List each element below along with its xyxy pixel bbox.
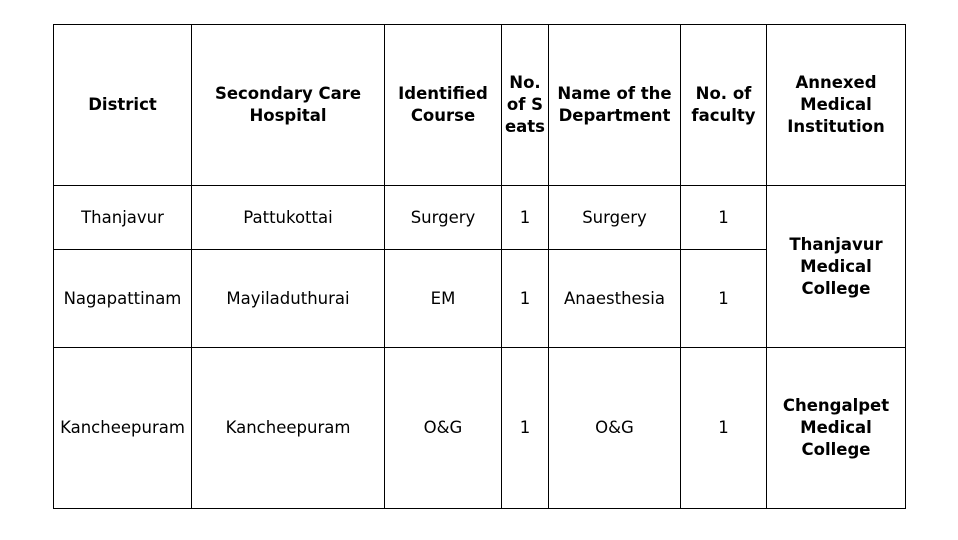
cell-course: EM bbox=[385, 250, 502, 348]
header-annexed-medical-institution: Annexed Medical Institution bbox=[767, 25, 906, 186]
header-department-name: Name of the Department bbox=[549, 25, 681, 186]
cell-hospital: Kancheepuram bbox=[192, 348, 385, 509]
cell-institution: Chengalpet Medical College bbox=[767, 348, 906, 509]
cell-seats: 1 bbox=[502, 250, 549, 348]
cell-department: Anaesthesia bbox=[549, 250, 681, 348]
cell-department: O&G bbox=[549, 348, 681, 509]
cell-district: Kancheepuram bbox=[54, 348, 192, 509]
table-row bbox=[54, 348, 906, 509]
header-no-of-seats: No. of Seats bbox=[502, 25, 549, 186]
cell-hospital: Mayiladuthurai bbox=[192, 250, 385, 348]
cell-hospital: Pattukottai bbox=[192, 186, 385, 250]
cell-course: O&G bbox=[385, 348, 502, 509]
table-header-row bbox=[54, 25, 906, 186]
cell-faculty: 1 bbox=[681, 186, 767, 250]
cell-institution: Thanjavur Medical College bbox=[767, 186, 906, 348]
table-row bbox=[54, 186, 906, 250]
header-district: District bbox=[54, 25, 192, 186]
header-identified-course: Identified Course bbox=[385, 25, 502, 186]
cell-seats: 1 bbox=[502, 348, 549, 509]
cell-course: Surgery bbox=[385, 186, 502, 250]
medical-seats-table bbox=[53, 24, 906, 509]
cell-faculty: 1 bbox=[681, 348, 767, 509]
cell-seats: 1 bbox=[502, 186, 549, 250]
cell-district: Nagapattinam bbox=[54, 250, 192, 348]
cell-district: Thanjavur bbox=[54, 186, 192, 250]
cell-faculty: 1 bbox=[681, 250, 767, 348]
header-no-of-faculty: No. of faculty bbox=[681, 25, 767, 186]
header-secondary-care-hospital: Secondary Care Hospital bbox=[192, 25, 385, 186]
cell-department: Surgery bbox=[549, 186, 681, 250]
